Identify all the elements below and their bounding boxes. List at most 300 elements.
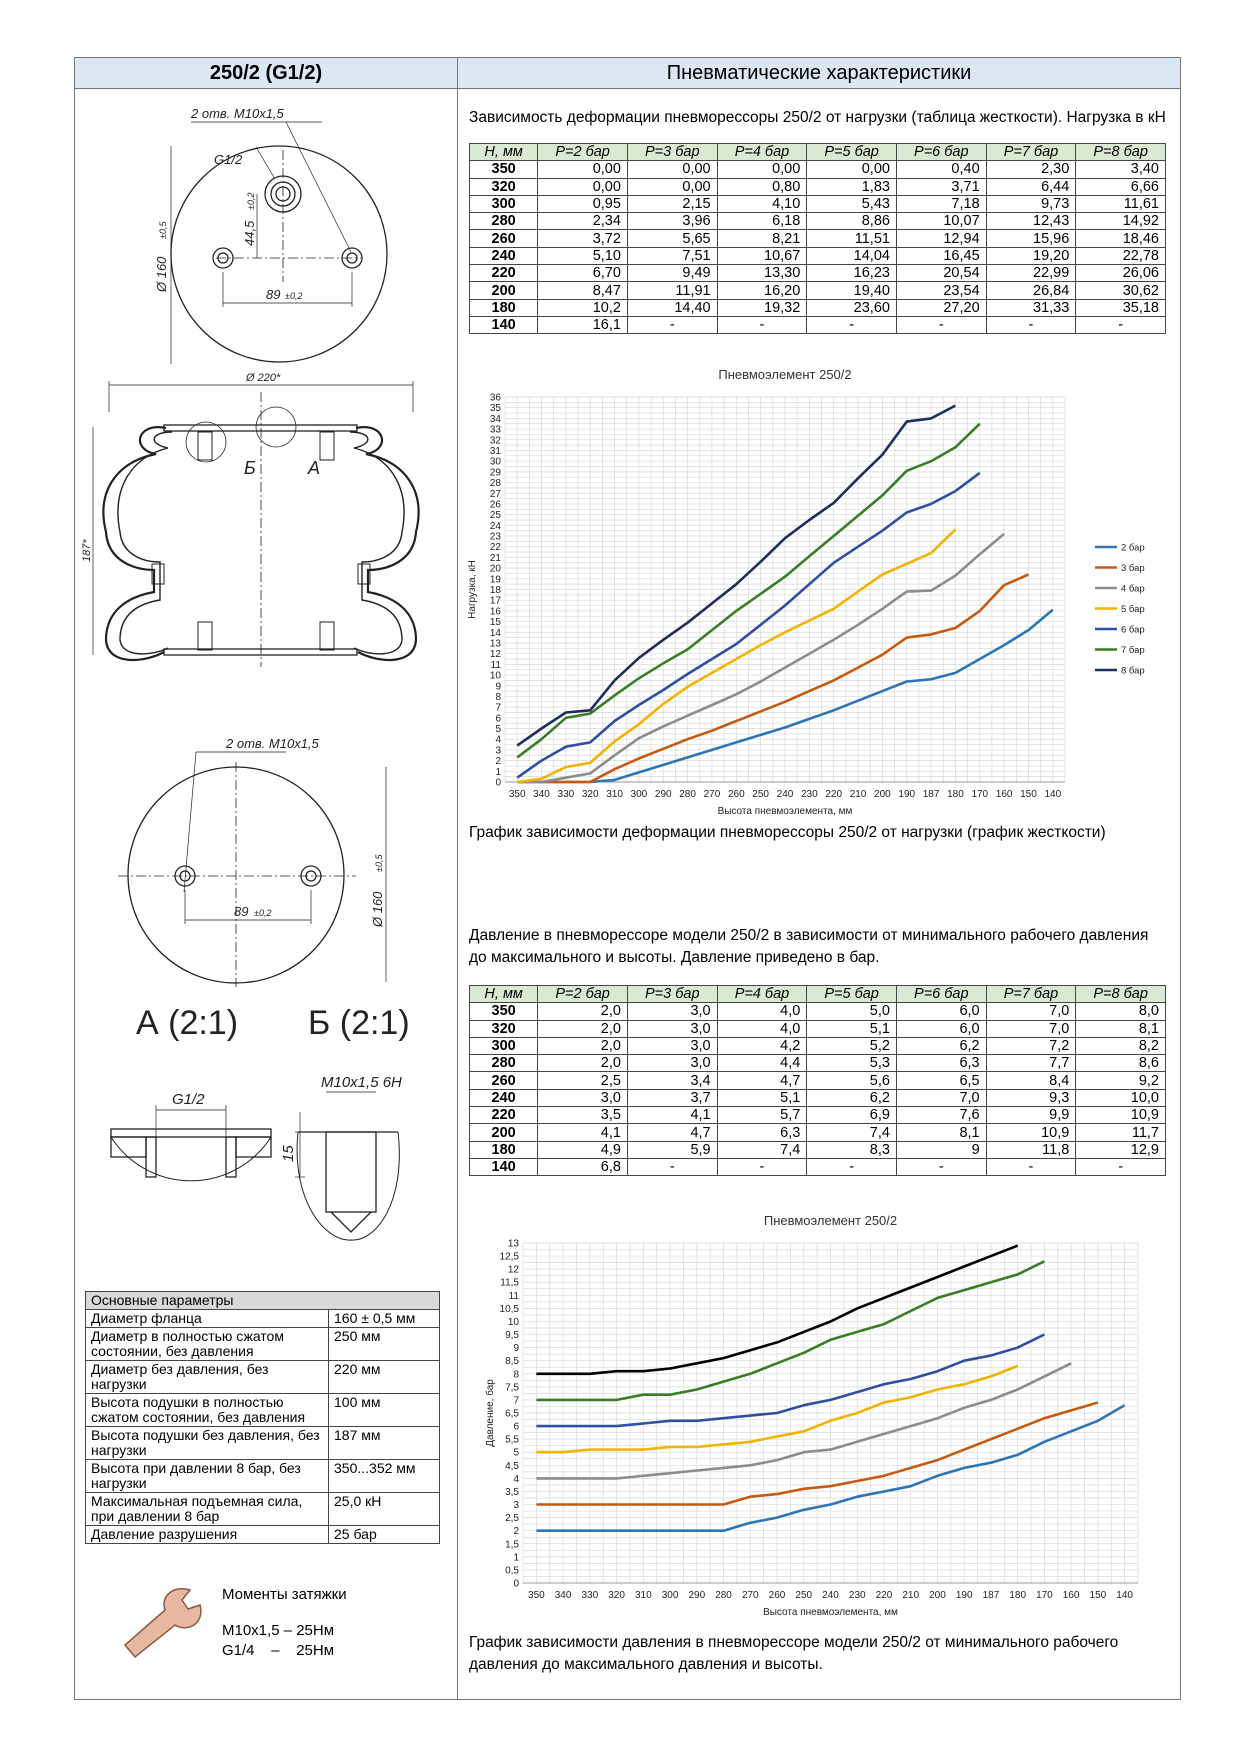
table-row — [470, 213, 1166, 230]
param-row — [86, 1493, 440, 1526]
x-tick-label: 170 — [971, 789, 989, 800]
x-tick-label: 200 — [874, 789, 891, 800]
table-cell: 19,20 — [986, 247, 1076, 264]
y-tick-label: 11 — [508, 1290, 519, 1302]
x-tick-label: 180 — [1009, 1590, 1027, 1601]
table-cell: 7,0 — [896, 1089, 986, 1106]
table-cell: 14,40 — [627, 299, 717, 316]
table-cell: 12,43 — [986, 213, 1076, 230]
dim-160-bottom-label: Ø 160 — [370, 891, 385, 927]
table-cell: 5,3 — [807, 1055, 897, 1072]
y-tick-label: 18 — [489, 585, 501, 596]
table-cell: 8,3 — [807, 1141, 897, 1158]
table-cell: 23,54 — [896, 282, 986, 299]
table-row — [470, 1055, 1166, 1072]
table-row — [470, 247, 1166, 264]
x-tick-label: 300 — [661, 1590, 679, 1601]
table-cell: 2,0 — [538, 1003, 628, 1020]
detail-a-thread: G1/2 — [172, 1091, 205, 1108]
x-tick-label: 260 — [727, 789, 745, 800]
stiffness-caption: График зависимости деформации пневморессоры 250/2 от нагрузки (график жесткости) — [469, 824, 1106, 841]
y-tick-label: 31 — [489, 445, 501, 457]
param-name: Высота подушки без давления, без нагрузки — [86, 1427, 329, 1460]
detail-b-dim: 15 — [280, 1145, 297, 1162]
table-cell: 31,33 — [986, 299, 1076, 316]
table-cell: 7,0 — [986, 1003, 1076, 1020]
x-tick-label: 350 — [508, 789, 526, 800]
y-tick-label: 11 — [490, 659, 501, 671]
table-cell: 10,2 — [538, 299, 628, 316]
legend-label: 5 бар — [1121, 604, 1145, 615]
table-cell: 6,44 — [986, 178, 1076, 195]
table-cell: 12,94 — [896, 230, 986, 247]
param-value: 25 бар — [329, 1526, 440, 1544]
holes-bottom-label: 2 отв. M10x1,5 — [226, 736, 319, 751]
legend-label: 4 бар — [1121, 583, 1145, 595]
x-axis-label: Высота пневмоэлемента, мм — [763, 1607, 898, 1618]
table-cell: 10,9 — [1076, 1107, 1166, 1124]
table-header-cell: P=7 бар — [986, 986, 1076, 1003]
y-tick-label: 23 — [489, 531, 501, 543]
y-tick-label: 11,5 — [500, 1277, 519, 1289]
table-cell: 1,83 — [807, 178, 897, 195]
y-tick-label: 28 — [489, 478, 501, 490]
y-tick-label: 0 — [513, 1578, 519, 1590]
table-cell: 11,91 — [627, 282, 717, 299]
row-height-cell: 140 — [470, 316, 538, 333]
dim-445-label: 44,5 — [242, 220, 257, 246]
table-cell: 3,7 — [627, 1089, 717, 1106]
param-name: Высота подушки в полностью сжатом состоянии, без давления — [86, 1394, 329, 1427]
table-cell: 9 — [896, 1141, 986, 1158]
y-tick-label: 22 — [489, 542, 501, 554]
row-height-cell: 320 — [470, 178, 538, 195]
x-tick-label: 250 — [795, 1590, 813, 1601]
y-tick-label: 8 — [513, 1369, 519, 1381]
table-cell: 6,0 — [896, 1020, 986, 1037]
table-cell: 2,0 — [538, 1055, 628, 1072]
legend-label: 6 бар — [1121, 624, 1145, 636]
table-row — [470, 1107, 1166, 1124]
row-height-cell: 300 — [470, 195, 538, 212]
x-tick-label: 340 — [554, 1590, 572, 1601]
table-cell: 26,06 — [1076, 265, 1166, 282]
table-cell: 13,30 — [717, 265, 807, 282]
table-row — [470, 265, 1166, 282]
y-tick-label: 17 — [489, 595, 501, 607]
table-row — [470, 1158, 1166, 1175]
x-tick-label: 210 — [849, 789, 867, 800]
table-cell: 9,2 — [1076, 1072, 1166, 1089]
detail-b-title: Б (2:1) — [308, 1004, 410, 1042]
table-cell: 4,1 — [538, 1124, 628, 1141]
dim-89-top-label: 89 — [266, 287, 281, 302]
table-cell: 5,2 — [807, 1037, 897, 1054]
table-cell: 0,00 — [717, 161, 807, 178]
table-cell: - — [1076, 316, 1166, 333]
table-cell: - — [627, 316, 717, 333]
table-cell: 23,60 — [807, 299, 897, 316]
table-header-cell: P=3 бар — [627, 144, 717, 161]
table-cell: 15,96 — [986, 230, 1076, 247]
y-tick-label: 7 — [513, 1395, 519, 1407]
x-tick-label: 190 — [955, 1590, 973, 1601]
table-row — [470, 230, 1166, 247]
table-cell: 8,6 — [1076, 1055, 1166, 1072]
legend-label: 3 бар — [1121, 563, 1145, 574]
stiffness-intro: Зависимость деформации пневморессоры 250/2 от нагрузки (таблица жесткости). Нагрузка в кН — [469, 109, 1166, 126]
table-header-cell: P=4 бар — [717, 144, 807, 161]
table-cell: 5,10 — [538, 247, 628, 264]
stiffness-table — [469, 143, 1166, 334]
table-cell: 11,7 — [1076, 1124, 1166, 1141]
x-tick-label: 310 — [634, 1590, 652, 1601]
torque-title: Моменты затяжки — [222, 1586, 347, 1603]
y-tick-label: 5,5 — [505, 1434, 519, 1446]
param-row — [86, 1361, 440, 1394]
param-row — [86, 1460, 440, 1493]
x-tick-label: 230 — [801, 789, 818, 800]
param-name: Диаметр без давления, без нагрузки — [86, 1361, 329, 1394]
table-cell: 3,40 — [1076, 161, 1166, 178]
y-tick-label: 36 — [489, 392, 501, 404]
table-cell: 0,00 — [538, 161, 628, 178]
technical-drawing — [76, 92, 456, 1272]
table-cell: 5,65 — [627, 230, 717, 247]
table-cell: 8,1 — [896, 1124, 986, 1141]
table-cell: 7,51 — [627, 247, 717, 264]
table-row — [470, 299, 1166, 316]
table-cell: 10,07 — [896, 213, 986, 230]
table-cell: 6,2 — [807, 1089, 897, 1106]
param-row — [86, 1328, 440, 1361]
table-row — [470, 195, 1166, 212]
table-cell: - — [717, 316, 807, 333]
dim-187-label: 187* — [81, 539, 93, 562]
y-tick-label: 8 — [495, 691, 501, 703]
main-params-table — [85, 1291, 440, 1544]
table-cell: 0,80 — [717, 178, 807, 195]
y-tick-label: 26 — [489, 499, 501, 511]
y-tick-label: 6 — [495, 713, 501, 725]
y-tick-label: 2 — [513, 1526, 519, 1538]
table-row — [470, 316, 1166, 333]
y-tick-label: 12 — [507, 1264, 519, 1276]
table-row — [470, 1141, 1166, 1158]
y-tick-label: 13 — [489, 638, 501, 650]
x-tick-label: 180 — [947, 789, 964, 800]
table-cell: 11,51 — [807, 230, 897, 247]
param-row — [86, 1526, 440, 1544]
table-cell: 2,34 — [538, 213, 628, 230]
table-cell: 8,4 — [986, 1072, 1076, 1089]
y-tick-label: 2,5 — [505, 1513, 519, 1525]
table-cell: 4,7 — [627, 1124, 717, 1141]
stiffness-chart — [465, 355, 1175, 820]
table-cell: 3,5 — [538, 1107, 628, 1124]
pressure-chart — [465, 1205, 1175, 1625]
table-cell: - — [986, 316, 1076, 333]
table-cell: 3,0 — [538, 1089, 628, 1106]
x-tick-label: 220 — [875, 1590, 893, 1601]
y-tick-label: 16 — [489, 606, 501, 618]
x-tick-label: 330 — [557, 789, 575, 800]
x-tick-label: 240 — [822, 1590, 839, 1601]
x-tick-label: 220 — [825, 789, 843, 800]
param-value: 100 мм — [329, 1394, 440, 1427]
y-tick-label: 9 — [495, 681, 501, 693]
row-height-cell: 280 — [470, 213, 538, 230]
table-cell: - — [986, 1158, 1076, 1175]
table-cell: 4,9 — [538, 1141, 628, 1158]
detail-a-title: А (2:1) — [136, 1004, 239, 1042]
label-a: А — [308, 458, 321, 478]
table-cell: 20,54 — [896, 265, 986, 282]
table-cell: 2,0 — [538, 1020, 628, 1037]
table-cell: 2,0 — [538, 1037, 628, 1054]
table-cell: 14,04 — [807, 247, 897, 264]
table-header-cell: P=3 бар — [627, 986, 717, 1003]
y-tick-label: 10,5 — [499, 1303, 519, 1315]
y-tick-label: 9 — [513, 1343, 519, 1355]
row-height-cell: 180 — [470, 1141, 538, 1158]
y-tick-label: 15 — [489, 617, 501, 629]
x-tick-label: 230 — [848, 1590, 866, 1601]
table-cell: 6,5 — [896, 1072, 986, 1089]
table-cell: 7,6 — [896, 1107, 986, 1124]
table-row — [470, 1124, 1166, 1141]
param-name: Высота при давлении 8 бар, без нагрузки — [86, 1460, 329, 1493]
y-tick-label: 6 — [513, 1421, 519, 1433]
table-cell: 3,4 — [627, 1072, 717, 1089]
table-cell: 5,43 — [807, 195, 897, 212]
y-tick-label: 5 — [495, 724, 501, 736]
table-cell: 30,62 — [1076, 282, 1166, 299]
param-name: Максимальная подъемная сила, при давлении 8 бар — [86, 1493, 329, 1526]
table-cell: 5,9 — [627, 1141, 717, 1158]
label-b: Б — [244, 458, 256, 478]
table-cell: 12,9 — [1076, 1141, 1166, 1158]
y-tick-label: 33 — [489, 424, 501, 436]
y-tick-label: 9,5 — [505, 1330, 519, 1342]
x-tick-label: 320 — [608, 1590, 625, 1601]
param-value: 250 мм — [329, 1328, 440, 1361]
params-title: Основные параметры — [86, 1292, 440, 1310]
table-cell: 0,00 — [627, 161, 717, 178]
row-height-cell: 220 — [470, 265, 538, 282]
row-height-cell: 200 — [470, 1124, 538, 1141]
x-tick-label: 340 — [533, 789, 550, 800]
table-cell: 6,70 — [538, 265, 628, 282]
svg-text:±0,5: ±0,5 — [374, 854, 384, 872]
y-tick-label: 13 — [507, 1238, 519, 1250]
table-row — [470, 1020, 1166, 1037]
table-cell: 4,0 — [717, 1020, 807, 1037]
y-tick-label: 7 — [495, 702, 501, 714]
bellows-left — [103, 427, 166, 660]
param-name: Давление разрушения — [86, 1526, 329, 1544]
table-cell: 6,2 — [896, 1037, 986, 1054]
table-cell: 7,18 — [896, 195, 986, 212]
table-cell: 3,0 — [627, 1020, 717, 1037]
x-tick-label: 140 — [1044, 789, 1062, 800]
table-cell: 6,0 — [896, 1003, 986, 1020]
torque-line-1: M10x1,5 – 25Нм — [222, 1622, 335, 1639]
table-cell: 35,18 — [1076, 299, 1166, 316]
y-tick-label: 3 — [513, 1500, 519, 1512]
x-tick-label: 300 — [630, 789, 648, 800]
y-tick-label: 6,5 — [505, 1408, 519, 1420]
table-cell: 2,5 — [538, 1072, 628, 1089]
table-cell: 27,20 — [896, 299, 986, 316]
wrench-icon — [120, 1585, 210, 1660]
y-tick-label: 3,5 — [505, 1486, 519, 1498]
table-cell: 19,40 — [807, 282, 897, 299]
table-cell: 6,9 — [807, 1107, 897, 1124]
row-height-cell: 300 — [470, 1037, 538, 1054]
table-cell: - — [896, 1158, 986, 1175]
table-cell: 0,00 — [538, 178, 628, 195]
thread-label: G1/2 — [214, 152, 243, 167]
table-row — [470, 1089, 1166, 1106]
row-height-cell: 280 — [470, 1055, 538, 1072]
svg-text:±0,2: ±0,2 — [285, 291, 303, 301]
table-cell: 22,99 — [986, 265, 1076, 282]
table-header-cell: P=5 бар — [807, 144, 897, 161]
table-cell: 10,9 — [986, 1124, 1076, 1141]
table-cell: 6,18 — [717, 213, 807, 230]
table-row — [470, 1003, 1166, 1020]
y-tick-label: 8,5 — [505, 1356, 519, 1368]
table-cell: 14,92 — [1076, 213, 1166, 230]
table-cell: 6,3 — [896, 1055, 986, 1072]
y-tick-label: 21 — [489, 552, 501, 564]
table-cell: 7,7 — [986, 1055, 1076, 1072]
y-tick-label: 0 — [495, 777, 501, 789]
y-tick-label: 2 — [495, 756, 501, 768]
table-cell: 0,00 — [807, 161, 897, 178]
table-header-cell: H, мм — [470, 144, 538, 161]
chart-title: Пневмоэлемент 250/2 — [763, 1213, 898, 1228]
y-tick-label: 10 — [489, 670, 501, 682]
x-tick-label: 320 — [581, 789, 599, 800]
table-header-cell: P=6 бар — [896, 986, 986, 1003]
x-tick-label: 260 — [768, 1590, 786, 1601]
table-cell: 3,0 — [627, 1055, 717, 1072]
x-tick-label: 150 — [1089, 1590, 1107, 1601]
table-cell: 4,7 — [717, 1072, 807, 1089]
chart-title: Пневмоэлемент 250/2 — [718, 367, 852, 382]
x-tick-label: 190 — [898, 789, 916, 800]
table-cell: 5,1 — [717, 1089, 807, 1106]
row-height-cell: 240 — [470, 1089, 538, 1106]
param-name: Диаметр в полностью сжатом состоянии, без давления — [86, 1328, 329, 1361]
table-cell: 3,0 — [627, 1003, 717, 1020]
row-height-cell: 180 — [470, 299, 538, 316]
x-tick-label: 290 — [654, 789, 672, 800]
table-cell: 3,72 — [538, 230, 628, 247]
x-tick-label: 280 — [715, 1590, 732, 1601]
model-title: 250/2 (G1/2) — [75, 58, 457, 89]
y-tick-label: 14 — [489, 627, 501, 639]
x-tick-label: 280 — [679, 789, 696, 800]
table-cell: 11,8 — [986, 1141, 1076, 1158]
table-cell: 10,0 — [1076, 1089, 1166, 1106]
x-tick-label: 210 — [902, 1590, 920, 1601]
table-header-cell: P=7 бар — [986, 144, 1076, 161]
table-cell: 4,0 — [717, 1003, 807, 1020]
table-header-cell: P=5 бар — [807, 986, 897, 1003]
y-tick-label: 27 — [489, 488, 501, 500]
x-tick-label: 270 — [741, 1590, 759, 1601]
table-cell: 2,15 — [627, 195, 717, 212]
table-cell: 0,40 — [896, 161, 986, 178]
svg-text:±0,5: ±0,5 — [158, 221, 168, 239]
table-cell: 19,32 — [717, 299, 807, 316]
x-tick-label: 140 — [1116, 1590, 1133, 1601]
torque-line-2: G1/4 – 25Нм — [222, 1642, 335, 1659]
y-tick-label: 20 — [489, 563, 501, 575]
param-value: 187 мм — [329, 1427, 440, 1460]
table-cell: 7,4 — [807, 1124, 897, 1141]
table-header-cell: H, мм — [470, 986, 538, 1003]
x-tick-label: 170 — [1036, 1590, 1053, 1601]
table-cell: 3,96 — [627, 213, 717, 230]
table-cell: 5,7 — [717, 1107, 807, 1124]
dim-89-bottom-label: 89 — [234, 904, 249, 919]
y-axis-label: Давление, бар — [485, 1379, 496, 1447]
table-cell: - — [717, 1158, 807, 1175]
table-cell: - — [627, 1158, 717, 1175]
x-tick-label: 350 — [528, 1590, 545, 1601]
table-cell: 7,2 — [986, 1037, 1076, 1054]
table-cell: 16,20 — [717, 282, 807, 299]
table-cell: 5,6 — [807, 1072, 897, 1089]
y-tick-label: 32 — [489, 435, 501, 447]
table-cell: 6,8 — [538, 1158, 628, 1175]
x-tick-label: 240 — [776, 789, 794, 800]
detail-a-marker — [256, 407, 296, 447]
table-cell: 6,3 — [717, 1124, 807, 1141]
table-cell: 9,49 — [627, 265, 717, 282]
x-tick-label: 270 — [703, 789, 721, 800]
y-tick-label: 4 — [495, 734, 501, 746]
x-tick-label: 250 — [752, 789, 769, 800]
table-cell: 8,86 — [807, 213, 897, 230]
y-tick-label: 1 — [495, 766, 501, 778]
table-cell: 0,00 — [627, 178, 717, 195]
table-cell: 4,1 — [627, 1107, 717, 1124]
table-cell: 3,0 — [627, 1037, 717, 1054]
pressure-intro: Давление в пневморессоре модели 250/2 в зависимости от минимального рабочего давления до максимального и высоты. Давление приведено в бар. — [469, 927, 1149, 966]
x-tick-label: 150 — [1020, 789, 1037, 800]
table-cell: - — [807, 1158, 897, 1175]
table-cell: 18,46 — [1076, 230, 1166, 247]
y-tick-label: 12,5 — [499, 1251, 519, 1263]
table-cell: 9,73 — [986, 195, 1076, 212]
y-tick-label: 24 — [489, 520, 501, 532]
table-row — [470, 161, 1166, 178]
row-height-cell: 350 — [470, 161, 538, 178]
x-tick-label: 200 — [929, 1590, 946, 1601]
table-row — [470, 1072, 1166, 1089]
table-cell: 16,23 — [807, 265, 897, 282]
table-cell: 7,0 — [986, 1020, 1076, 1037]
row-height-cell: 240 — [470, 247, 538, 264]
x-tick-label: 310 — [606, 789, 623, 800]
y-tick-label: 3 — [495, 745, 501, 757]
y-tick-label: 1 — [513, 1552, 519, 1564]
